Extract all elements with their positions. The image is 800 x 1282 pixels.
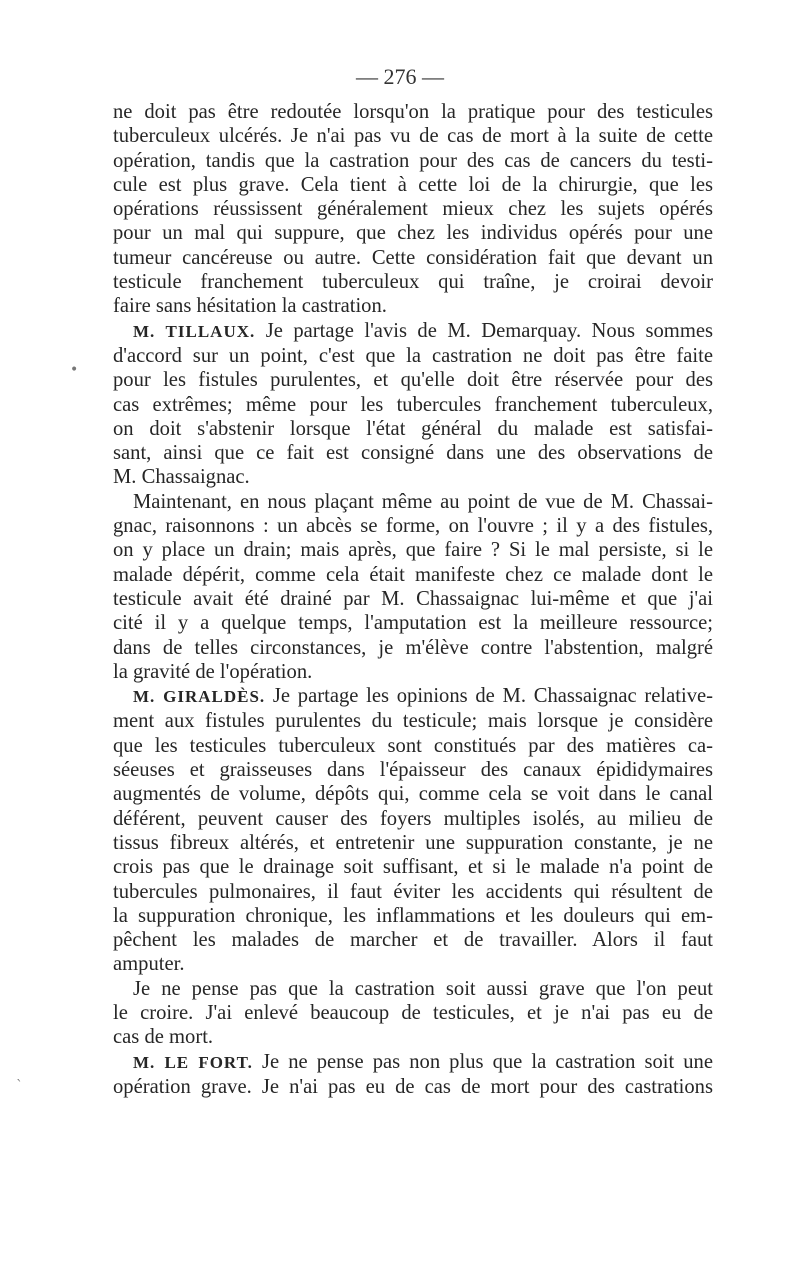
body-text — [113, 100, 713, 1099]
text-line: M. Chassaignac. — [113, 466, 250, 489]
text-line: opération, tandis que la castration pour des cas de cancers du testi- — [113, 149, 713, 172]
text-line: opération grave. Je n'ai pas eu de cas de mort pour des castrations — [113, 1075, 713, 1098]
text-line: testicule avait été drainé par M. Chassaignac lui-même et que j'ai — [113, 587, 713, 610]
text-line: le croire. J'ai enlevé beaucoup de testicules, et je n'ai pas eu de — [113, 1001, 713, 1024]
text-line: malade dépérit, comme cela était manifeste chez ce malade dont le — [113, 563, 713, 586]
text-line: Je ne pense pas que la castration soit aussi grave que l'on peut — [133, 977, 713, 1000]
text-line: cas de mort. — [113, 1026, 214, 1049]
text-line — [113, 319, 713, 344]
text-fragment: Je ne pense pas non plus que la castration soit une — [262, 1050, 713, 1073]
text-line — [113, 684, 713, 709]
paragraph — [113, 1050, 713, 1100]
speaker-name: M. LE FORT. — [133, 1052, 253, 1072]
text-line: tumeur cancéreuse ou autre. Cette considération fait que devant un — [113, 246, 713, 269]
speaker-name: M. TILLAUX. — [133, 321, 256, 341]
text-line: pêchent les malades de marcher et de travailler. Alors il faut — [113, 929, 713, 952]
text-line: que les testicules tuberculeux sont constitués par des matières ca- — [113, 734, 713, 757]
text-line: crois pas que le drainage soit suffisant, et si le malade n'a point de — [113, 856, 713, 879]
paragraph — [113, 684, 713, 977]
text-line: tissus fibreux altérés, et entretenir une suppuration constante, je ne — [113, 831, 713, 854]
text-line: gnac, raisonnons : un abcès se forme, on l'ouvre ; il y a des fistules, — [113, 515, 713, 538]
text-line: cité il y a quelque temps, l'amputation est la meilleure ressource; — [113, 612, 713, 635]
text-line: cule est plus grave. Cela tient à cette loi de la chirurgie, que les — [113, 173, 713, 196]
text-line: dans de telles circonstances, je m'élève contre l'abstention, malgré — [113, 636, 713, 659]
text-fragment: Je partage l'avis de M. Demarquay. Nous sommes — [265, 319, 713, 342]
scan-speck: • — [70, 362, 79, 378]
text-line: testicule franchement tuberculeux qui traîne, je croirai devoir — [113, 271, 713, 294]
paragraph — [113, 319, 713, 490]
text-fragment: Je partage les opinions de M. Chassaignac relative- — [272, 685, 713, 708]
text-line: on doit s'abstenir lorsque l'état général du malade est satisfai- — [113, 417, 713, 440]
text-line: pour un mal qui suppure, que chez les individus opérés pour une — [113, 222, 713, 245]
paragraph — [113, 100, 713, 319]
text-line: tubercules pulmonaires, il faut éviter les accidents qui résultent de — [113, 880, 713, 903]
text-line: cas extrêmes; même pour les tubercules franchement tuberculeux, — [113, 393, 713, 416]
text-line: la gravité de l'opération. — [113, 660, 313, 683]
text-line: ment aux fistules purulentes du testicule; mais lorsque je considère — [113, 710, 713, 733]
speaker-name: M. GIRALDÈS. — [133, 687, 266, 707]
page-number: — 276 — — [356, 64, 444, 89]
paragraph — [113, 490, 713, 684]
text-line: la suppuration chronique, les inflammations et les douleurs qui em- — [113, 904, 713, 927]
text-line: pour les fistules purulentes, et qu'elle doit être réservée pour des — [113, 369, 713, 392]
text-line — [113, 1050, 713, 1075]
text-line: ne doit pas être redoutée lorsqu'on la pratique pour des testicules — [113, 101, 713, 123]
scan-speck: ` — [16, 1078, 23, 1094]
text-line: amputer. — [113, 953, 185, 976]
paragraph — [113, 977, 713, 1050]
text-line: déférent, peuvent causer des foyers multiples isolés, au milieu de — [113, 807, 713, 830]
text-line: tuberculeux ulcérés. Je n'ai pas vu de cas de mort à la suite de cette — [113, 125, 713, 148]
text-line: augmentés de volume, dépôts qui, comme cela se voit dans le canal — [113, 783, 713, 806]
text-line: on y place un drain; mais après, que faire ? Si le mal persiste, si le — [113, 539, 713, 562]
text-line: séeuses et graisseuses dans l'épaisseur des canaux épididymaires — [113, 759, 713, 782]
text-line: d'accord sur un point, c'est que la castration ne doit pas être faite — [113, 344, 713, 367]
text-line: Maintenant, en nous plaçant même au point de vue de M. Chassai- — [133, 490, 713, 513]
text-line: sant, ainsi que ce fait est consigné dans une des observations de — [113, 442, 713, 465]
text-line: opérations réussissent généralement mieux chez les sujets opérés — [113, 198, 713, 221]
text-line: faire sans hésitation la castration. — [113, 295, 387, 318]
